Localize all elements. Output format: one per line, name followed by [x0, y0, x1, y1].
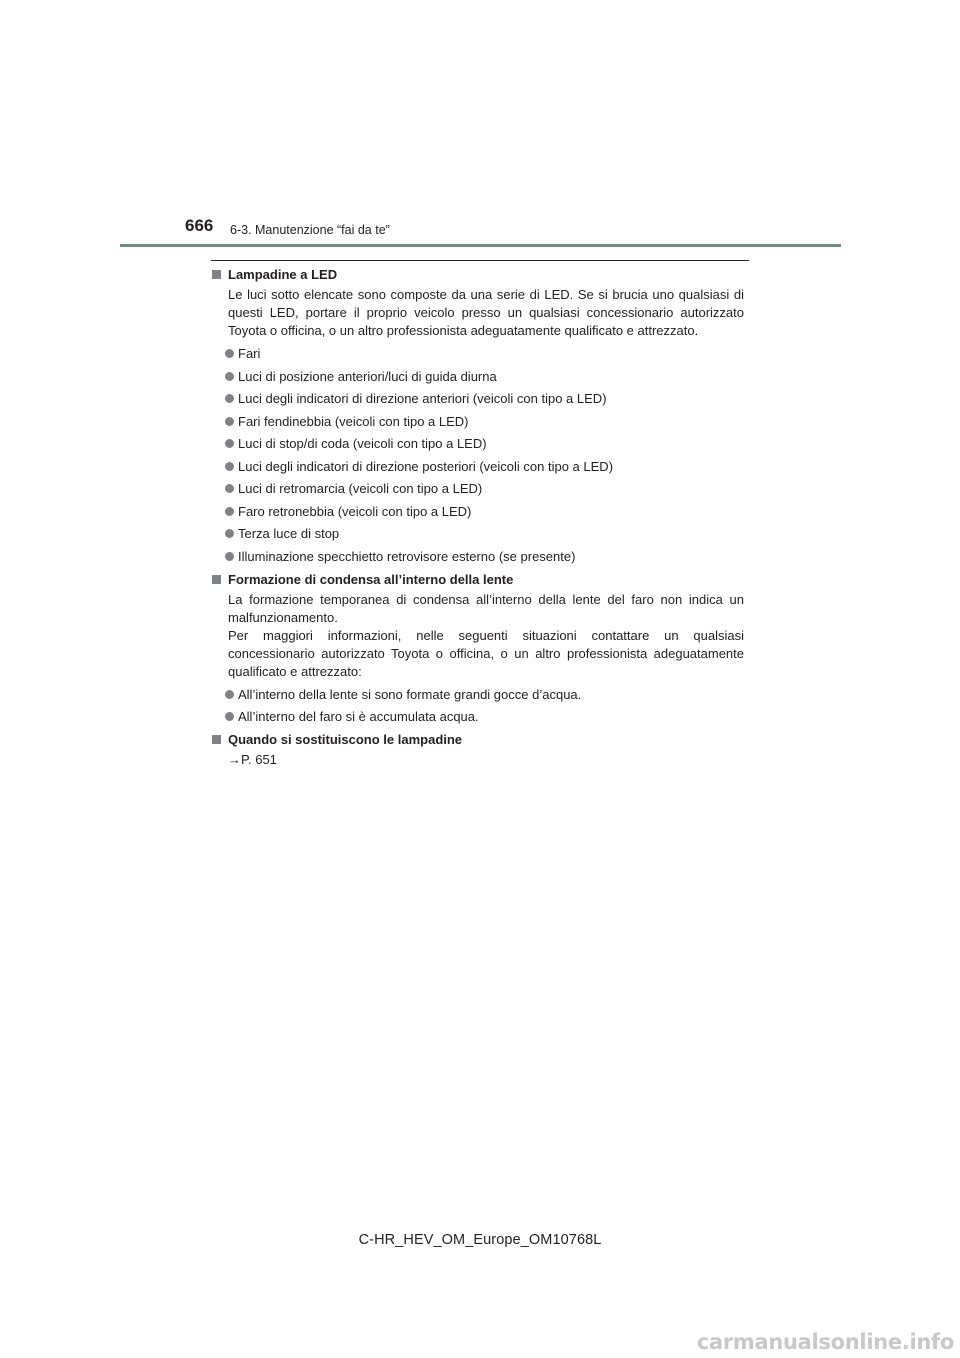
- content-body: [211, 266, 744, 769]
- section-title: 6-3. Manutenzione “fai da te”: [230, 223, 390, 237]
- list-item: [211, 458, 744, 476]
- list-item: [211, 413, 744, 431]
- list-item: [211, 548, 744, 566]
- round-bullet-icon: [225, 439, 234, 448]
- square-bullet-icon: [212, 575, 221, 584]
- paragraph: Le luci sotto elencate sono composte da una serie di LED. Se si brucia uno qualsiasi di questi LED, portare il proprio veicolo presso un qualsiasi concessionario autorizzato Toyota o officina, o un altro professionista adeguatamente qualificato e attrezzato.: [228, 287, 744, 338]
- paragraph: La formazione temporanea di condensa all’interno della lente del faro non indica un malfunzionamento.: [228, 591, 744, 625]
- list-item: [211, 368, 744, 386]
- list-item-text: Luci di stop/di coda (veicoli con tipo a LED): [238, 436, 487, 451]
- page-number: 666: [185, 216, 214, 235]
- list-item-text: Luci di posizione anteriori/luci di guida diurna: [238, 368, 497, 384]
- round-bullet-icon: [225, 394, 234, 403]
- round-bullet-icon: [225, 349, 234, 358]
- list-item: [211, 503, 744, 521]
- round-bullet-icon: [225, 417, 234, 426]
- list-item-text: Fari fendinebbia (veicoli con tipo a LED): [238, 413, 469, 429]
- list-item: [211, 435, 744, 453]
- list-item-text: Terza luce di stop: [238, 526, 340, 541]
- round-bullet-icon: [225, 552, 234, 561]
- document-id-footer: C-HR_HEV_OM_Europe_OM10768L: [358, 1232, 602, 1248]
- section-heading-condensation: [211, 571, 744, 589]
- round-bullet-icon: [225, 484, 234, 493]
- round-bullet-icon: [225, 690, 234, 699]
- paragraph: Per maggiori informazioni, nelle seguenti situazioni contattare un qualsiasi concessionario autorizzato Toyota o officina, o un altro professionista adeguatamente qualificato e attrezzato:: [228, 627, 744, 679]
- section-heading-led: [211, 266, 744, 284]
- heading-text: Formazione di condensa all’interno della lente: [228, 571, 514, 587]
- square-bullet-icon: [212, 270, 221, 279]
- heading-text: Quando si sostituiscono le lampadine: [228, 732, 463, 747]
- list-item-text: Faro retronebbia (veicoli con tipo a LED): [238, 503, 472, 519]
- round-bullet-icon: [225, 372, 234, 381]
- list-item: [211, 525, 744, 543]
- list-item-text: Fari: [238, 346, 261, 361]
- watermark: carmanualsonline.info: [696, 1330, 954, 1354]
- list-item-text: Illuminazione specchietto retrovisore esterno (se presente): [238, 548, 576, 564]
- heading-text: Lampadine a LED: [228, 267, 338, 282]
- list-item-text: Luci degli indicatori di direzione anteriori (veicoli con tipo a LED): [238, 391, 607, 406]
- square-bullet-icon: [212, 735, 221, 744]
- section-heading-replacing-bulbs: [211, 731, 744, 749]
- content-divider: [211, 260, 749, 261]
- list-item: [211, 480, 744, 498]
- round-bullet-icon: [225, 507, 234, 516]
- list-item: [211, 390, 744, 408]
- list-item-text: Luci degli indicatori di direzione posteriori (veicoli con tipo a LED): [238, 458, 614, 474]
- list-item-text: Luci di retromarcia (veicoli con tipo a LED): [238, 481, 483, 496]
- round-bullet-icon: [225, 462, 234, 471]
- round-bullet-icon: [225, 529, 234, 538]
- list-item: [211, 708, 744, 726]
- list-item: [211, 686, 744, 704]
- list-item-text: All’interno del faro si è accumulata acqua.: [238, 709, 479, 724]
- list-item-text: All’interno della lente si sono formate grandi gocce d’acqua.: [238, 686, 582, 702]
- header-divider: [120, 244, 841, 247]
- list-item: [211, 345, 744, 363]
- round-bullet-icon: [225, 712, 234, 721]
- page-reference-link[interactable]: →P. 651: [228, 752, 277, 767]
